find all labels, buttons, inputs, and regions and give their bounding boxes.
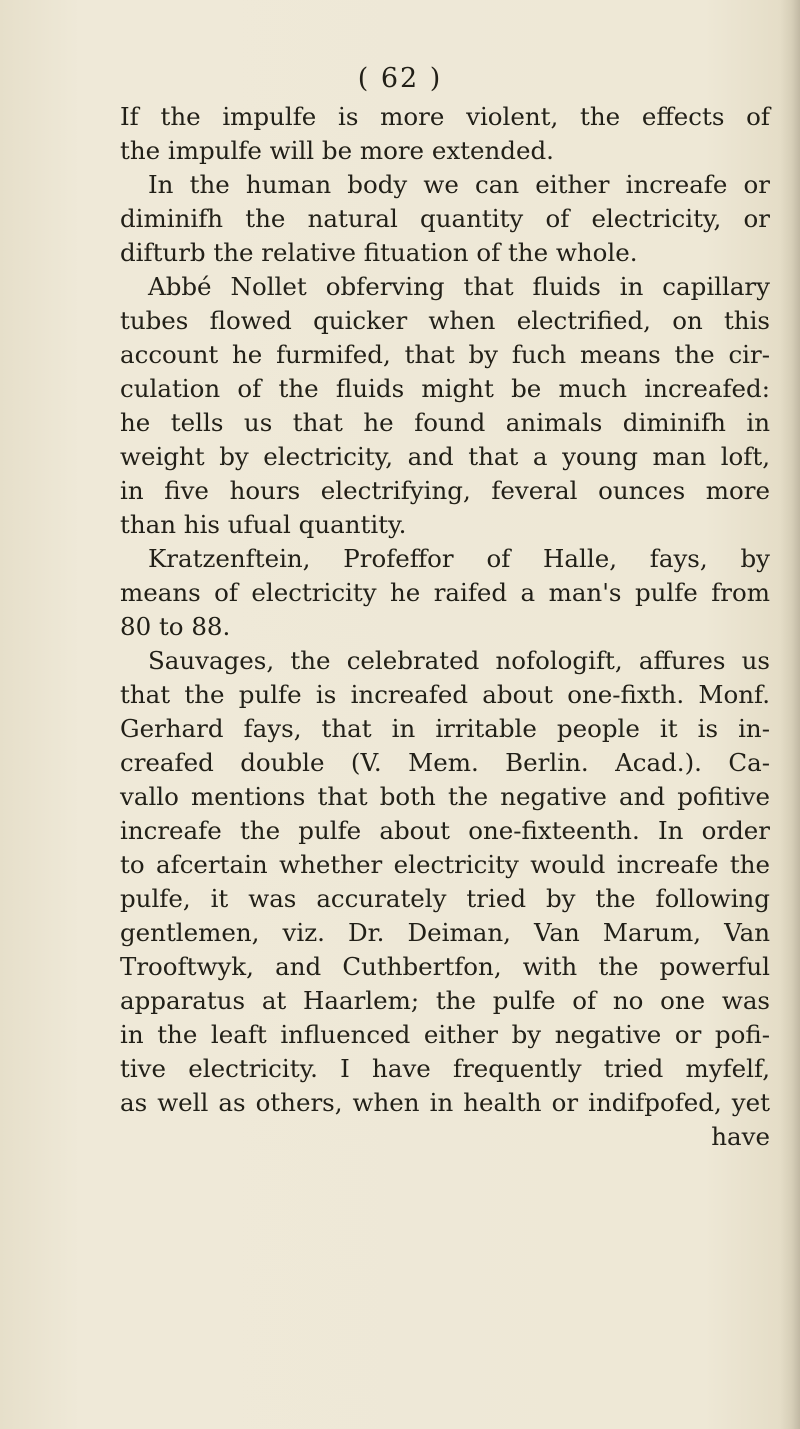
- text-line-7: tubes flowed quicker when electrified, on this: [120, 306, 770, 335]
- text-line-16: 80 to 88.: [120, 612, 231, 641]
- text-line-3: In the human body we can either increafe or: [148, 170, 770, 199]
- text-line-12: in five hours electrifying, feveral ounces more: [120, 476, 770, 505]
- text-line-6: Abbé Nollet obferving that fluids in capillary: [148, 272, 770, 301]
- text-line-26: Trooftwyk, and Cuthbertfon, with the powerful: [120, 952, 770, 981]
- text-line-17: Sauvages, the celebrated nofologift, affures us: [148, 646, 770, 675]
- text-line-27: apparatus at Haarlem; the pulfe of no one was: [120, 986, 770, 1015]
- text-line-28: in the leaft influenced either by negative or pofi-: [120, 1020, 770, 1049]
- text-line-13: than his ufual quantity.: [120, 510, 407, 539]
- text-line-20: creafed double (V. Mem. Berlin. Acad.). Ca-: [120, 748, 770, 777]
- text-line-1: If the impulfe is more violent, the effects of: [120, 102, 770, 131]
- page-edge-shadow: [780, 0, 800, 1429]
- text-line-23: to afcertain whether electricity would increafe the: [120, 850, 770, 879]
- text-line-25: gentlemen, viz. Dr. Deiman, Van Marum, Van: [120, 918, 770, 947]
- catchword: have: [711, 1122, 770, 1151]
- text-line-9: culation of the fluids might be much increafed:: [120, 374, 770, 403]
- text-line-10: he tells us that he found animals diminifh in: [120, 408, 770, 437]
- text-line-24: pulfe, it was accurately tried by the following: [120, 884, 770, 913]
- text-line-5: difturb the relative fituation of the whole.: [120, 238, 638, 267]
- page-number-header: ( 62 ): [357, 63, 443, 94]
- text-line-4: diminifh the natural quantity of electricity, or: [120, 204, 770, 233]
- text-line-29: tive electricity. I have frequently tried myfelf,: [120, 1054, 770, 1083]
- text-line-2: the impulfe will be more extended.: [120, 136, 554, 165]
- text-line-11: weight by electricity, and that a young man loft,: [120, 442, 770, 471]
- text-line-8: account he furmifed, that by fuch means the cir-: [120, 340, 770, 369]
- text-line-19: Gerhard fays, that in irritable people it is in-: [120, 714, 770, 743]
- text-line-15: means of electricity he raifed a man's pulfe from: [120, 578, 770, 607]
- text-line-22: increafe the pulfe about one-fixteenth. In order: [120, 816, 770, 845]
- text-line-21: vallo mentions that both the negative and pofitive: [120, 782, 770, 811]
- text-line-18: that the pulfe is increafed about one-fixth. Monf.: [120, 680, 770, 709]
- text-line-14: Kratzenftein, Profeffor of Halle, fays, by: [148, 544, 770, 573]
- text-line-30: as well as others, when in health or indifpofed, yet: [120, 1088, 770, 1117]
